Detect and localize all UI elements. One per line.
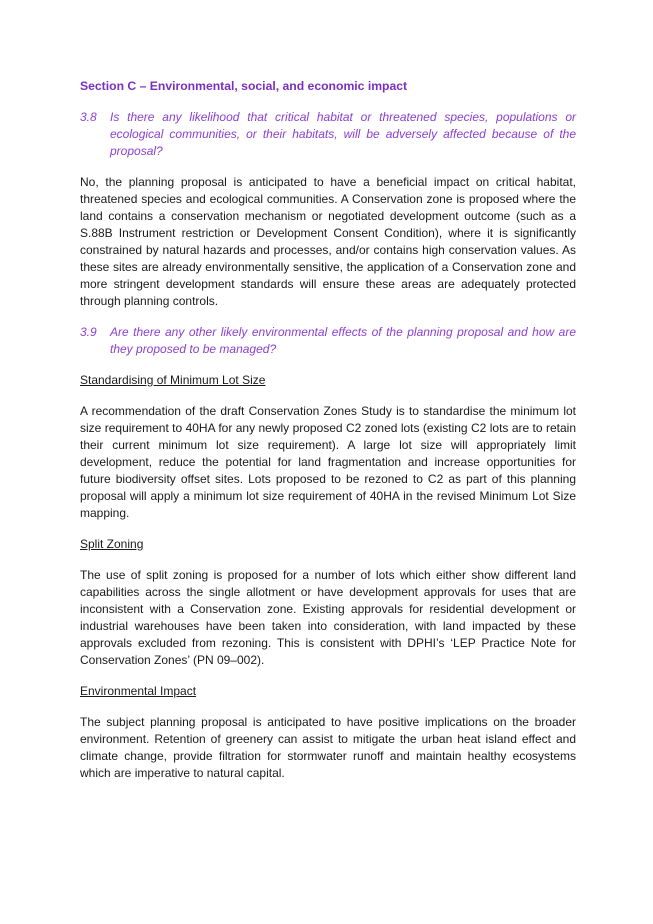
question-number: 3.8	[80, 110, 97, 124]
section-heading: Section C – Environmental, social, and economic impact	[80, 79, 408, 93]
question-text: Is there any likelihood that critical habitat or threatened species, populations or ecological communities, or their habitats, will be adversely affected because of the proposal?	[110, 110, 576, 158]
question-number: 3.9	[80, 325, 97, 339]
answer-3-8: No, the planning proposal is anticipated to have a beneficial impact on critical habitat, threatened species and ecological communities. A Conservation zone is proposed where the land contains a conservation mechanism or negotiated development outcome (such as a S.88B Instrument restriction or Development Consent Condition), where it is significantly constrained by natural hazards and processes, and/or contains high conservation values. As these sites are already environmentally sensitive, the application of a Conservation zone and more stringent development standards will ensure these areas are adequately protected through planning controls.	[80, 175, 576, 308]
paragraph-split-zoning: The use of split zoning is proposed for a number of lots which either show different land capabilities across the single allotment or have development approvals for uses that are inconsistent with a Conservation zone. Existing approvals for residential development or industrial warehouses have been taken into consideration, with land impacted by these approvals excluded from rezoning. This is consistent with DPHI’s ‘LEP Practice Note for Conservation Zones’ (PN 09–002).	[80, 568, 576, 667]
question-3-9	[80, 324, 576, 358]
subheading-environmental-impact: Environmental Impact	[80, 684, 197, 698]
document-content	[80, 78, 576, 796]
subheading-split-zoning: Split Zoning	[80, 537, 144, 551]
question-3-8	[80, 109, 576, 160]
subheading-lot-size: Standardising of Minimum Lot Size	[80, 373, 266, 387]
question-text: Are there any other likely environmental effects of the planning proposal and how are they proposed to be managed?	[110, 325, 576, 356]
paragraph-lot-size: A recommendation of the draft Conservation Zones Study is to standardise the minimum lot size requirement to 40HA for any newly proposed C2 zoned lots (existing C2 lots are to retain their current minimum lot size requirement). A large lot size will appropriately limit development, reduce the potential for land fragmentation and increase opportunities for future biodiversity offset sites. Lots proposed to be rezoned to C2 as part of this planning proposal will apply a minimum lot size requirement of 40HA in the revised Minimum Lot Size mapping.	[80, 404, 576, 520]
paragraph-environmental-impact: The subject planning proposal is anticipated to have positive implications on the broader environment. Retention of greenery can assist to mitigate the urban heat island effect and climate change, provide filtration for stormwater runoff and maintain healthy ecosystems which are imperative to natural capital.	[80, 715, 576, 780]
